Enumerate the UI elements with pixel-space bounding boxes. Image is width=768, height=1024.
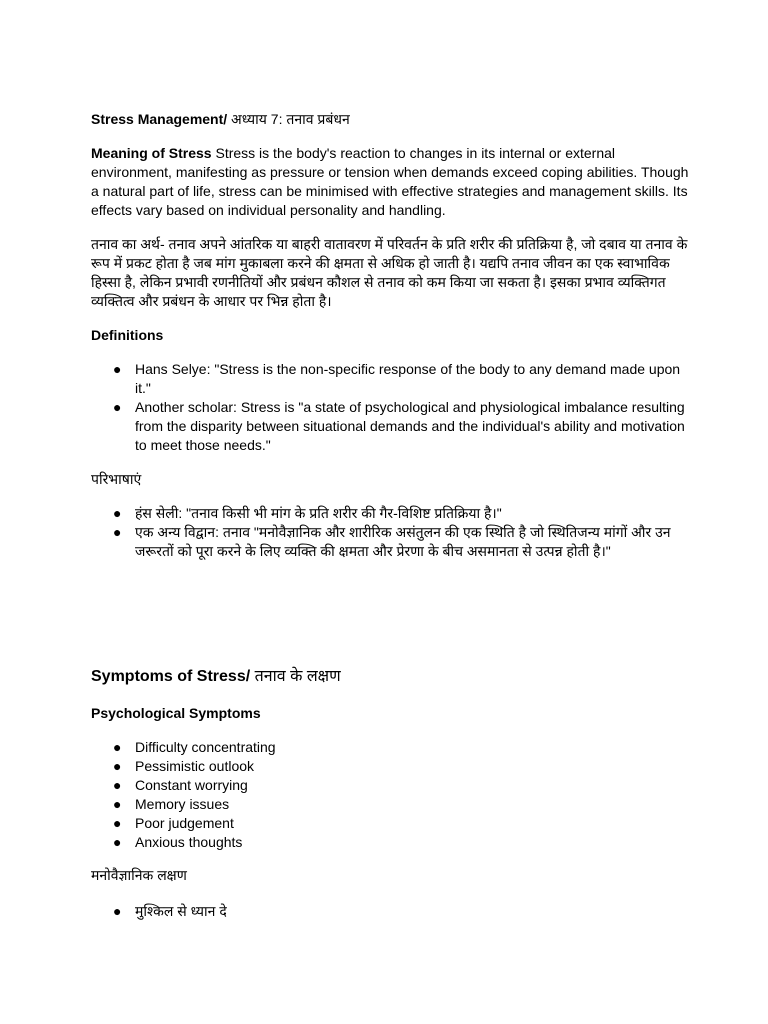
definitions-heading-hindi: परिभाषाएं xyxy=(91,471,142,487)
psychological-symptoms-list xyxy=(91,738,691,852)
list-item-text: Poor judgement xyxy=(135,815,234,831)
list-item xyxy=(91,833,691,852)
list-item xyxy=(91,795,691,814)
bullet-icon: ● xyxy=(113,505,122,521)
list-item xyxy=(91,504,691,523)
list-item xyxy=(91,757,691,776)
meaning-paragraph-hindi: तनाव का अर्थ- तनाव अपने आंतरिक या बाहरी वातावरण में परिवर्तन के प्रति शरीर की प्रतिक्रिया है, जो दबाव या तनाव के रूप में प्रकट होता है जब मांग मुकाबला करने की क्षमता से अधिक हो जाती है। यद्यपि तनाव जीवन का एक स्वाभाविक हिस्सा है, लेकिन प्रभावी रणनीतियों और प्रबंधन कौशल से तनाव को कम किया जा सकता है। इसका प्रभाव व्यक्तिगत व्यक्तित्व और प्रबंधन के आधार पर भिन्न होता है। xyxy=(91,236,688,309)
list-item xyxy=(91,523,691,561)
list-item-text: Hans Selye: "Stress is the non-specific response of the body to any demand made upon it." xyxy=(135,361,681,396)
list-item-text: Constant worrying xyxy=(135,777,248,793)
document-title-english: Stress Management/ xyxy=(91,111,228,127)
bullet-icon: ● xyxy=(113,903,122,919)
psychological-symptoms-list-hindi xyxy=(91,902,691,921)
list-item-text: मुश्किल से ध्यान दे xyxy=(135,903,227,919)
bullet-icon: ● xyxy=(113,739,122,755)
bullet-icon: ● xyxy=(113,796,122,812)
meaning-paragraph-english xyxy=(91,144,691,220)
psychological-symptoms-heading: Psychological Symptoms xyxy=(91,705,261,721)
list-item-text: Pessimistic outlook xyxy=(135,758,255,774)
psychological-symptoms-heading-hindi: मनोवैज्ञानिक लक्षण xyxy=(91,867,187,883)
list-item-text: Another scholar: Stress is "a state of psychological and physiological imbalance resulting from the disparity between situational demands and the individual's ability and motivation to meet those needs." xyxy=(135,399,685,453)
bullet-icon: ● xyxy=(113,777,122,793)
list-item xyxy=(91,360,691,398)
symptoms-heading-hindi: तनाव के लक्षण xyxy=(250,668,341,685)
bullet-icon: ● xyxy=(113,399,122,415)
list-item-text: Memory issues xyxy=(135,796,230,812)
list-item xyxy=(91,902,691,921)
meaning-text: Stress is the body's reaction to changes in its internal or external environment, manifesting as pressure or tension when demands exceed coping abilities. Though a natural part of life, stress can be minimised with effective strategies and management skills. Its effects vary based on individual personality and handling. xyxy=(91,145,689,218)
list-item xyxy=(91,814,691,833)
list-item-text: Difficulty concentrating xyxy=(135,739,276,755)
list-item xyxy=(91,776,691,795)
bullet-icon: ● xyxy=(113,834,122,850)
bullet-icon: ● xyxy=(113,361,122,377)
definitions-heading: Definitions xyxy=(91,327,164,343)
symptoms-heading xyxy=(91,666,691,688)
list-item-text: एक अन्य विद्वान: तनाव "मनोवैज्ञानिक और शारीरिक असंतुलन की एक स्थिति है जो स्थितिजन्य मांगों और उन जरूरतों को पूरा करने के लिए व्यक्ति की क्षमता और प्रेरणा के बीच असमानता से उत्पन्न होती है।" xyxy=(135,524,671,559)
bullet-icon: ● xyxy=(113,758,122,774)
list-item-text: हंस सेली: "तनाव किसी भी मांग के प्रति शरीर की गैर-विशिष्ट प्रतिक्रिया है।" xyxy=(135,505,502,521)
document-title-hindi: अध्याय 7: तनाव प्रबंधन xyxy=(227,111,350,127)
list-item-text: Anxious thoughts xyxy=(135,834,243,850)
definitions-list-english xyxy=(91,360,691,455)
symptoms-heading-english: Symptoms of Stress/ xyxy=(91,668,251,685)
bullet-icon: ● xyxy=(113,524,122,540)
document-title xyxy=(91,110,691,129)
definitions-list-hindi xyxy=(91,504,691,561)
list-item xyxy=(91,398,691,455)
bullet-icon: ● xyxy=(113,815,122,831)
list-item xyxy=(91,738,691,757)
meaning-lead: Meaning of Stress xyxy=(91,145,212,161)
